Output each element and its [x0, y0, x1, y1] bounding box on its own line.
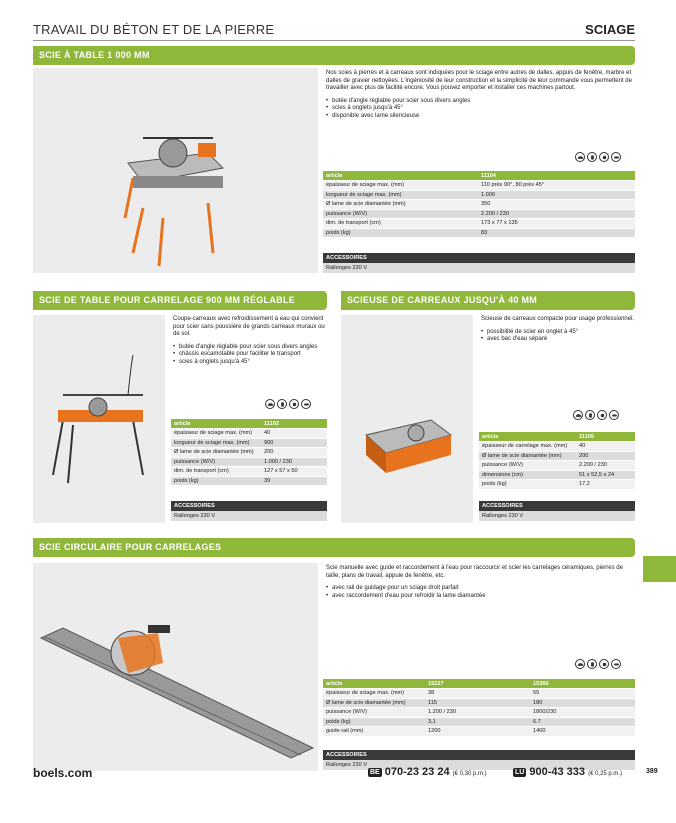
glove-icon	[587, 152, 597, 162]
spec-value: 40	[261, 429, 327, 439]
spec-value: 115	[425, 698, 530, 708]
s2-safety-icons	[265, 399, 311, 409]
accessories-heading: ACCESSOIRES	[479, 501, 635, 511]
spec-header: article	[171, 419, 261, 429]
s1-product-photo	[33, 68, 318, 273]
spec-label: dim. de transport (cm)	[171, 467, 261, 477]
section-title: TRAVAIL DU BÉTON ET DE LA PIERRE	[33, 22, 275, 37]
accessories-item: Rallonges 230 V	[171, 511, 327, 521]
accessories-item: Rallonges 230 V	[323, 263, 635, 273]
spec-header: 15360	[530, 679, 635, 689]
accessories-item: Rallonges 230 V	[479, 511, 635, 521]
glove-icon	[277, 399, 287, 409]
tile-cutter-illustration	[341, 315, 473, 523]
page-number: 389	[646, 768, 658, 775]
glove-icon	[587, 659, 597, 669]
s4-safety-icons	[575, 659, 621, 669]
s3-feature-list	[481, 329, 635, 344]
s1-intro: Nos scies à pierres et à carreaux sont indiquées pour le sciage entre autres de dalles, appuis de fenêtre, marbre et dalles de gravier nettoyées. L'ingéniosité de leur construction et la simplicité de leur commande vous permettent de travailler avec plus de facilité encore. Vous pouvez emporter et installer ces machines partout.	[326, 70, 632, 92]
table-saw-illustration	[33, 68, 318, 273]
ear-protection-icon	[599, 659, 609, 669]
s2-title-bar: SCIE DE TABLE POUR CARRELAGE 900 MM RÉGLABLE	[33, 291, 327, 310]
spec-value: 40	[576, 442, 635, 452]
spec-value: 51 x 52,5 x 24	[576, 470, 635, 480]
spec-label: poids (kg)	[171, 476, 261, 486]
spec-value: 173 x 77 x 135	[478, 219, 635, 229]
s3-title-bar: SCIEUSE DE CARREAUX JUSQU'À 40 MM	[341, 291, 635, 310]
spec-value: 1400	[530, 727, 635, 737]
spec-label: poids (kg)	[323, 717, 425, 727]
phone-be-rate: (€ 0,30 p.m.)	[452, 771, 487, 777]
spec-header: 15227	[425, 679, 530, 689]
phone-be-number: 070-23 23 24	[384, 766, 450, 778]
ear-protection-icon	[289, 399, 299, 409]
accessories-heading: ACCESSOIRES	[171, 501, 327, 511]
spec-label: poids (kg)	[479, 480, 576, 490]
s1-bullet: • disponible avec lame silencieuse	[326, 113, 636, 121]
s1-title-bar: SCIE À TABLE 1 000 MM	[33, 46, 635, 65]
spec-label: puissance (W/V)	[323, 708, 425, 718]
spec-value: 38	[425, 689, 530, 699]
s4-product-photo	[33, 563, 318, 771]
page-header	[33, 22, 635, 40]
website-link[interactable]: boels.com	[33, 766, 93, 780]
helmet-icon	[265, 399, 275, 409]
ear-protection-icon	[597, 410, 607, 420]
s3-intro: Scieuse de carreaux compacte pour usage professionnel.	[481, 316, 635, 322]
s2-description	[173, 316, 327, 367]
spec-value: 83	[478, 228, 635, 238]
spec-value: 6.7	[530, 717, 635, 727]
s2-bullet: • butée d'angle réglable pour scier sous divers angles	[173, 344, 327, 352]
category-title: SCIAGE	[585, 22, 635, 37]
phone-be	[368, 766, 487, 778]
spec-value: 2.200 / 230	[478, 209, 635, 219]
goggles-icon	[609, 410, 619, 420]
spec-label: puissance (W/V)	[323, 209, 478, 219]
ear-protection-icon	[599, 152, 609, 162]
spec-label: puissance (W/V)	[479, 461, 576, 471]
s2-intro: Coupe-carreaux avec refroidissement à eau qui convient pour scier sans poussière de grands carreaux muraux ou de sol.	[173, 316, 325, 338]
s1-spec-table	[323, 171, 635, 238]
spec-value: 180	[530, 698, 635, 708]
spec-label: guide rail (mm)	[323, 727, 425, 737]
goggles-icon	[611, 152, 621, 162]
phone-lu-rate: (€ 0,25 p.m.)	[588, 771, 623, 777]
spec-value: 1.200 / 230	[425, 708, 530, 718]
spec-value: 2.200 / 230	[576, 461, 635, 471]
spec-value: 1200	[425, 727, 530, 737]
spec-value: 900	[261, 438, 327, 448]
phone-lu-number: 900-43 333	[529, 766, 586, 778]
header-divider	[33, 40, 635, 41]
spec-label: épaisseur de sciage max. (mm)	[323, 181, 478, 191]
spec-value: 200	[261, 448, 327, 458]
circular-saw-illustration	[33, 563, 318, 771]
helmet-icon	[575, 152, 585, 162]
helmet-icon	[573, 410, 583, 420]
spec-label: dim. de transport (cm)	[323, 219, 478, 229]
spec-label: dimensions (cm)	[479, 470, 576, 480]
s2-spec-table	[171, 419, 327, 486]
s2-feature-list	[173, 344, 327, 367]
s4-bullet: • avec rail de guidage pour un sciage droit parfait	[326, 585, 636, 593]
spec-label: Ø lame de scie diamantée (mm)	[323, 200, 478, 210]
spec-value: 1.000	[478, 190, 635, 200]
spec-label: poids (kg)	[323, 228, 478, 238]
s3-bullet: • avec bac d'eau séparé	[481, 336, 635, 344]
phone-lu	[513, 766, 622, 778]
s3-spec-table	[479, 432, 635, 490]
accessories-heading: ACCESSOIRES	[323, 750, 635, 760]
spec-value: 55	[530, 689, 635, 699]
spec-value: 39	[261, 476, 327, 486]
spec-label: Ø lame de scie diamantée (mm)	[323, 698, 425, 708]
spec-header: 11102	[261, 419, 327, 429]
spec-header: article	[323, 679, 425, 689]
s1-bullet: • scies à onglets jusqu'à 45°	[326, 105, 636, 113]
spec-header: 11104	[478, 171, 635, 181]
s4-spec-table	[323, 679, 635, 737]
s2-bullet: • châssis escamotable pour faciliter le transport	[173, 351, 327, 359]
s3-description	[481, 316, 635, 344]
s4-intro: Scie manuelle avec guide et raccordement à l'eau pour raccourcir et scier les carrelages céramiques, pierres de taille, plans de travail, appuie de fenêtre, etc.	[326, 565, 623, 579]
spec-label: épaisseur de carrelage max. (mm)	[479, 442, 576, 452]
s2-product-photo	[33, 315, 165, 523]
s4-title-bar: SCIE CIRCULAIRE POUR CARRELAGES	[33, 538, 635, 557]
flag-be: BE	[370, 768, 380, 776]
spec-value: 1800/230	[530, 708, 635, 718]
helmet-icon	[575, 659, 585, 669]
spec-label: épaisseur de sciage max. (mm)	[171, 429, 261, 439]
s1-description	[326, 70, 636, 121]
s3-product-photo	[341, 315, 473, 523]
spec-label: Ø lame de scie diamantée (mm)	[479, 451, 576, 461]
spec-value: 17,2	[576, 480, 635, 490]
spec-value: 350	[478, 200, 635, 210]
chapter-tab	[643, 556, 676, 582]
s1-bullet: • butée d'angle réglable pour scier sous divers angles	[326, 98, 636, 106]
goggles-icon	[301, 399, 311, 409]
s4-bullet: • avec raccordement d'eau pour refroidir la lame diamantée	[326, 593, 636, 601]
s1-safety-icons	[575, 152, 621, 162]
s1-feature-list	[326, 98, 636, 121]
accessories-item: Rallonges 230 V	[323, 760, 635, 770]
spec-label: longueur de sciage max. (mm)	[171, 438, 261, 448]
s2-bullet: • scies à onglets jusqu'à 45°	[173, 359, 327, 367]
spec-label: puissance (W/V)	[171, 457, 261, 467]
s1-accessories	[323, 253, 635, 273]
spec-header: article	[479, 432, 576, 442]
goggles-icon	[611, 659, 621, 669]
s4-feature-list	[326, 585, 636, 600]
accessories-heading: ACCESSOIRES	[323, 253, 635, 263]
glove-icon	[585, 410, 595, 420]
tile-table-saw-illustration	[33, 315, 165, 523]
spec-header: 11105	[576, 432, 635, 442]
spec-value: 3,1	[425, 717, 530, 727]
s3-safety-icons	[573, 410, 619, 420]
spec-header: article	[323, 171, 478, 181]
spec-label: Ø lame de scie diamantée (mm)	[171, 448, 261, 458]
spec-value: 110 près 90°, 80 près 45°	[478, 181, 635, 191]
spec-value: 127 x 57 x 50	[261, 467, 327, 477]
s4-description	[326, 565, 636, 600]
spec-label: longueur de sciage max. (mm)	[323, 190, 478, 200]
s3-accessories	[479, 501, 635, 521]
s3-bullet: • possibilité de scier en onglet à 45°	[481, 329, 635, 337]
flag-lu: LU	[515, 768, 525, 776]
s2-accessories	[171, 501, 327, 521]
spec-value: 200	[576, 451, 635, 461]
spec-label: épaisseur de sciage max. (mm)	[323, 689, 425, 699]
spec-value: 1.000 / 230	[261, 457, 327, 467]
